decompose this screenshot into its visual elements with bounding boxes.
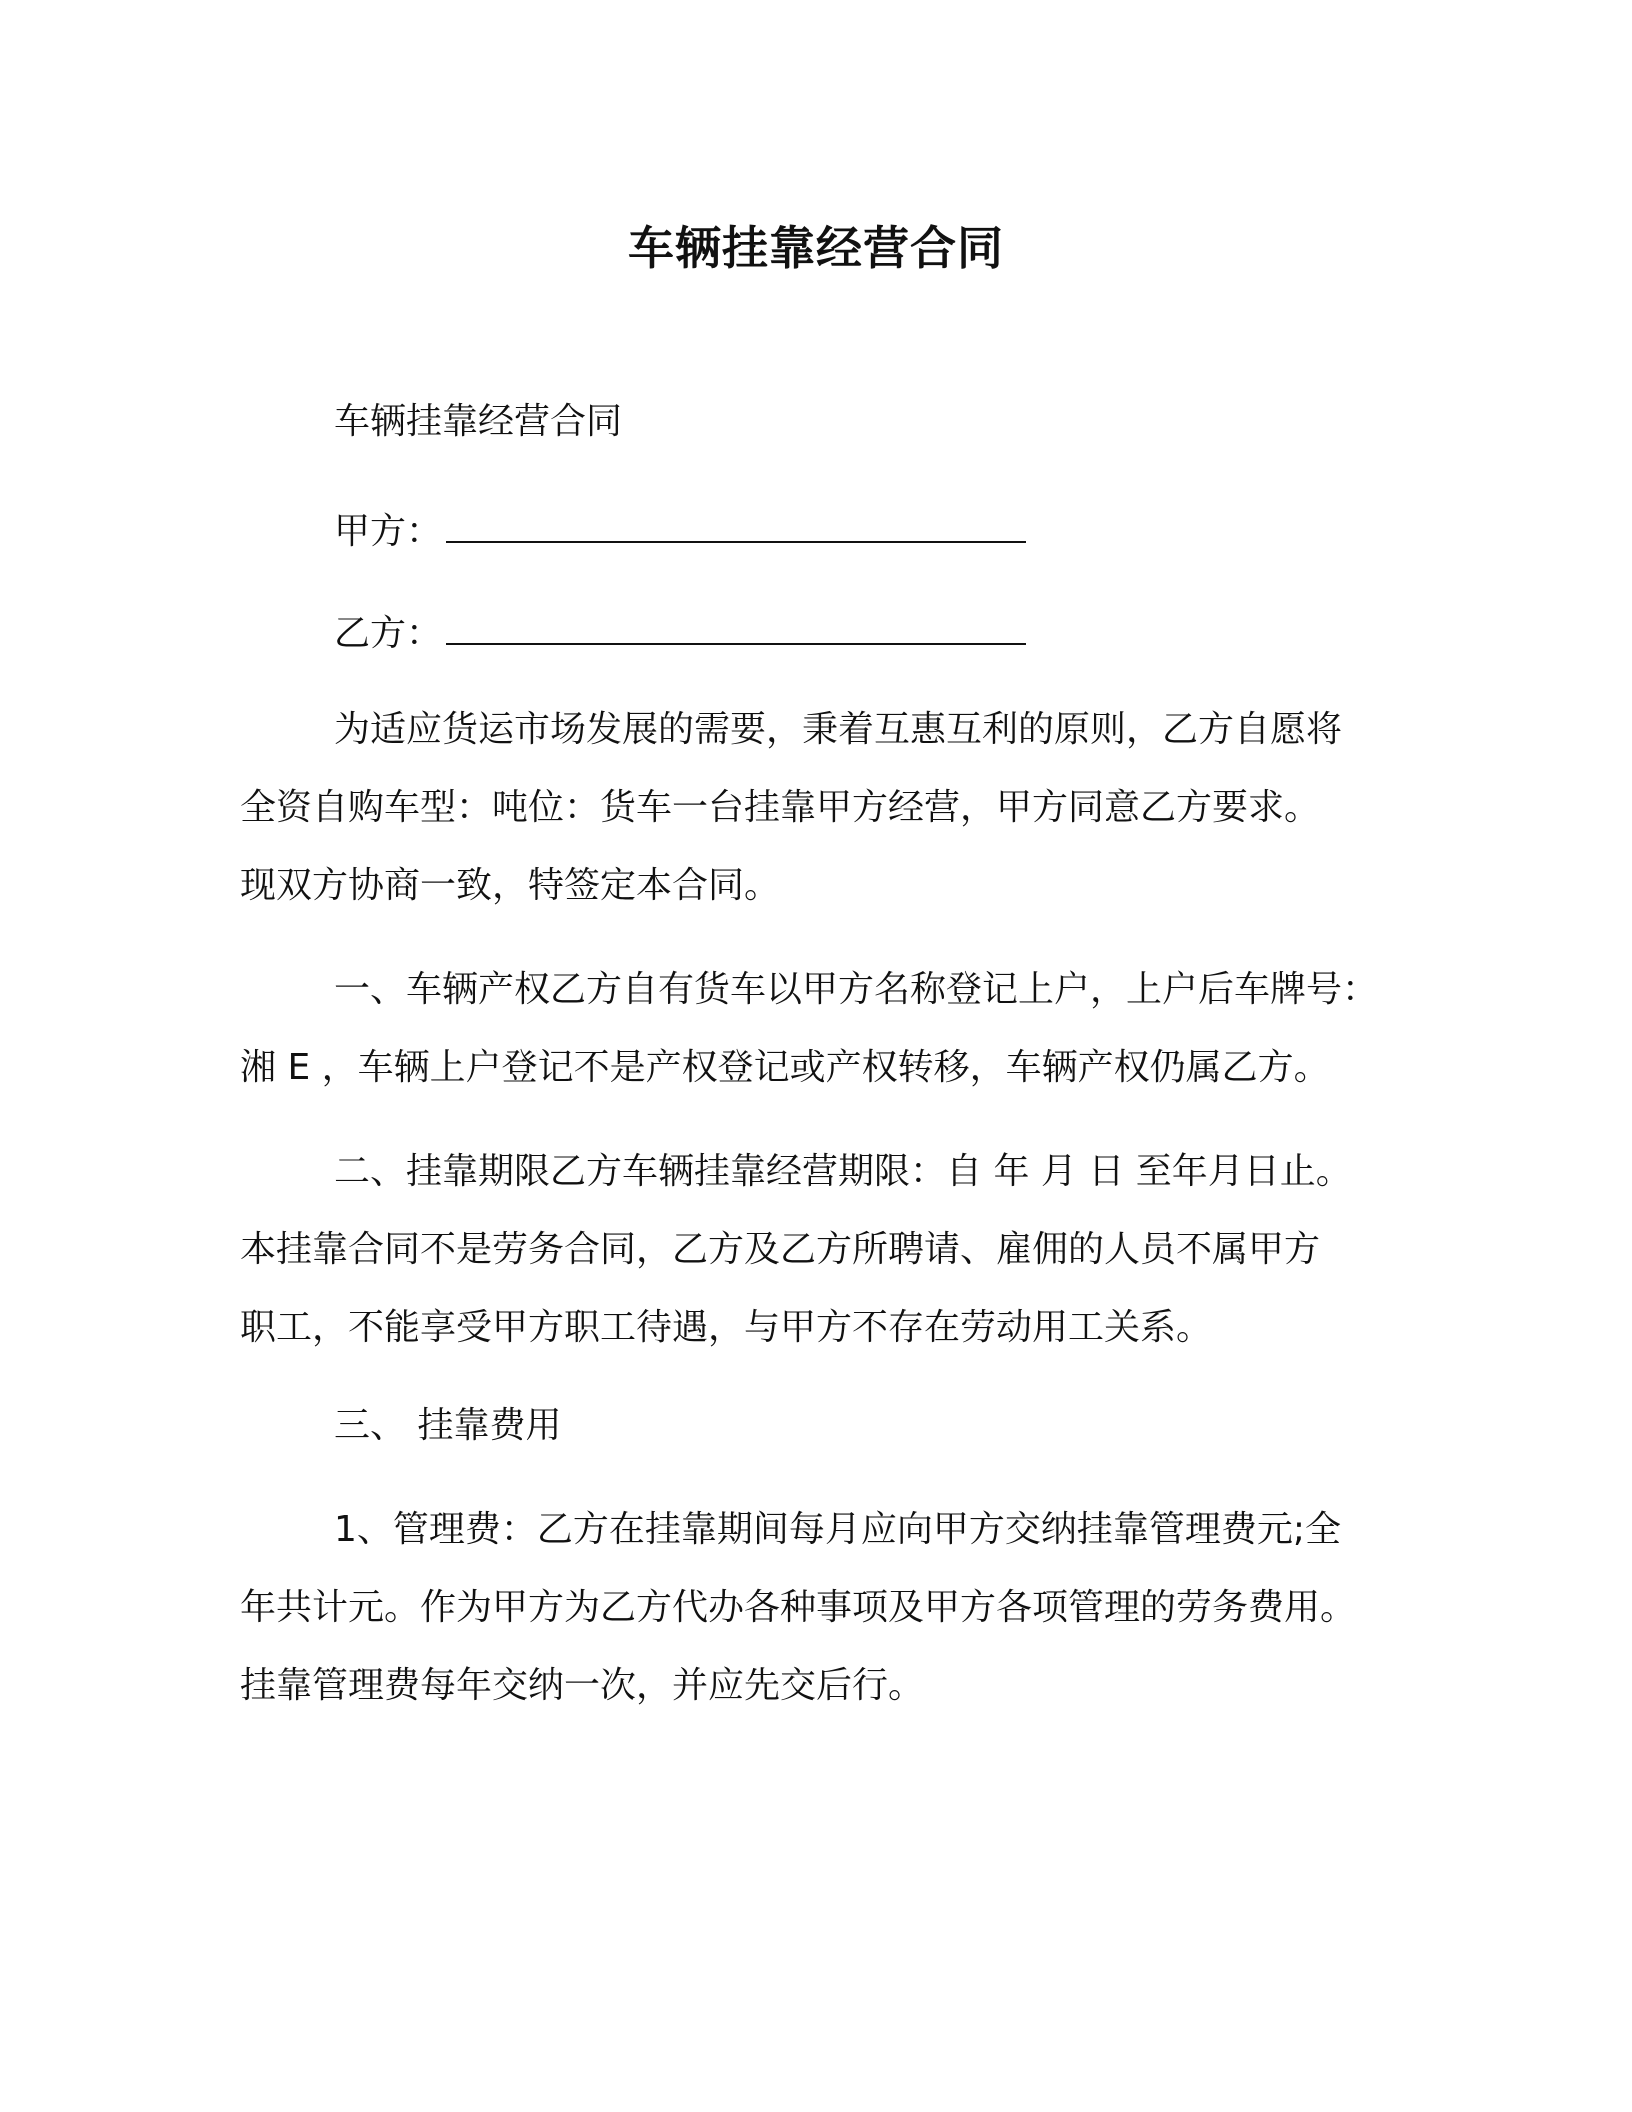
clause2-line-1: 二、挂靠期限乙方车辆挂靠经营期限：自 年 月 日 至年月日止。 <box>334 1151 1352 1192</box>
clause2-line-3: 职工，不能享受甲方职工待遇，与甲方不存在劳动用工关系。 <box>240 1307 1213 1348</box>
intro-line-3: 现双方协商一致，特签定本合同。 <box>240 865 781 906</box>
intro-line-1: 为适应货运市场发展的需要，秉着互惠互利的原则，乙方自愿将 <box>334 709 1343 750</box>
party-a-blank <box>446 511 1026 543</box>
document-title: 车辆挂靠经营合同 <box>628 221 1004 275</box>
party-b-line <box>334 610 1026 658</box>
clause3-item1-line-2: 年共计元。作为甲方为乙方代办各种事项及甲方各项管理的劳务费用。 <box>240 1587 1357 1628</box>
party-b-label: 乙方： <box>334 613 443 654</box>
clause3-item1-line-3: 挂靠管理费每年交纳一次，并应先交后行。 <box>240 1665 925 1706</box>
clause1-line-1: 一、车辆产权乙方自有货车以甲方名称登记上户，上户后车牌号： <box>334 969 1379 1010</box>
intro-line-2: 全资自购车型：吨位：货车一台挂靠甲方经营，甲方同意乙方要求。 <box>240 787 1321 828</box>
clause3-item1-line-1: 1、管理费：乙方在挂靠期间每月应向甲方交纳挂靠管理费元;全 <box>334 1509 1342 1550</box>
party-b-blank <box>446 613 1026 645</box>
clause2-line-2: 本挂靠合同不是劳务合同，乙方及乙方所聘请、雇佣的人员不属甲方 <box>240 1229 1321 1270</box>
party-a-line <box>334 508 1026 556</box>
clause1-line-2: 湘 E ，车辆上户登记不是产权登记或产权转移，车辆产权仍属乙方。 <box>240 1047 1330 1088</box>
clause3-heading: 三、 挂靠费用 <box>334 1405 562 1446</box>
document-subtitle: 车辆挂靠经营合同 <box>334 401 623 442</box>
party-a-label: 甲方： <box>334 511 443 552</box>
